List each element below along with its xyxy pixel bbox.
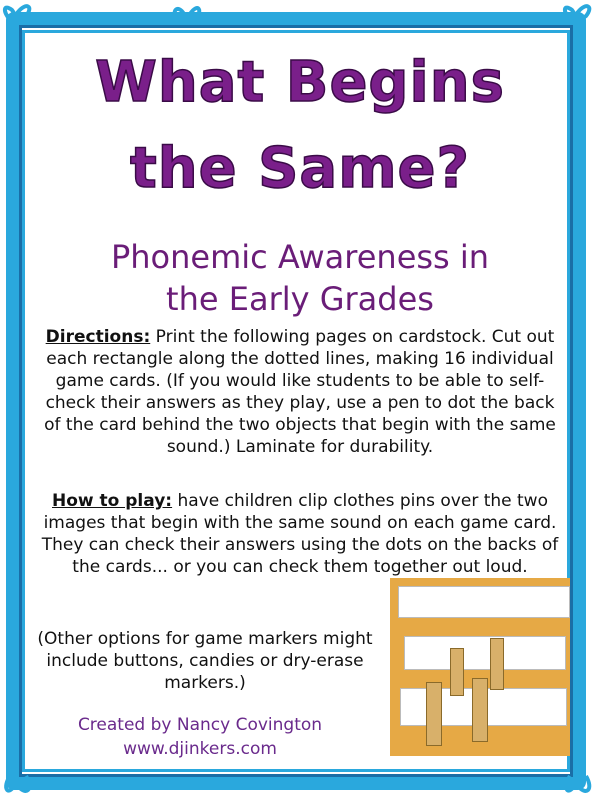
directions-text: Print the following pages on cardstock. Cut out each rectangle along the dotted lines, making 16 individual game cards. (If you would like students to be able to self-check their answers as they play, use a pen to dot the back of the card behind the two objects that begin with the same sound.) Laminate for durability. <box>44 327 556 457</box>
bow-icon <box>560 770 600 801</box>
subtitle-line-2: the Early Grades <box>166 280 434 318</box>
how-to-play-heading: How to play: <box>52 491 173 511</box>
subtitle-line-1: Phonemic Awareness in <box>110 238 490 276</box>
bow-icon <box>170 0 206 30</box>
clothes-pin <box>490 638 504 690</box>
credit-author: Created by Nancy Covington <box>77 715 323 735</box>
game-card <box>404 636 566 670</box>
bow-icon <box>0 0 40 40</box>
game-card <box>398 586 570 618</box>
how-to-play-text: have children clip clothes pins over the two images that begin with the same sound on each game card. They can check their answers using the dots on the backs of the cards... or you can check them together out loud. <box>41 491 559 577</box>
directions-heading: Directions: <box>45 327 151 347</box>
bow-icon <box>0 770 40 801</box>
other-options-text: (Other options for game markers might include buttons, candies or dry-erase markers.) <box>37 629 373 693</box>
bow-icon <box>560 0 600 40</box>
credit-site: www.djinkers.com <box>123 739 277 759</box>
game-cards-photo <box>390 578 570 756</box>
clothes-pin <box>450 648 464 696</box>
clothes-pin <box>472 678 488 742</box>
title-line-2: the Same? <box>129 136 471 201</box>
directions-paragraph <box>40 326 560 458</box>
clothes-pin <box>426 682 442 746</box>
title-line-1: What Begins <box>95 50 505 115</box>
how-to-play-paragraph <box>40 490 560 578</box>
